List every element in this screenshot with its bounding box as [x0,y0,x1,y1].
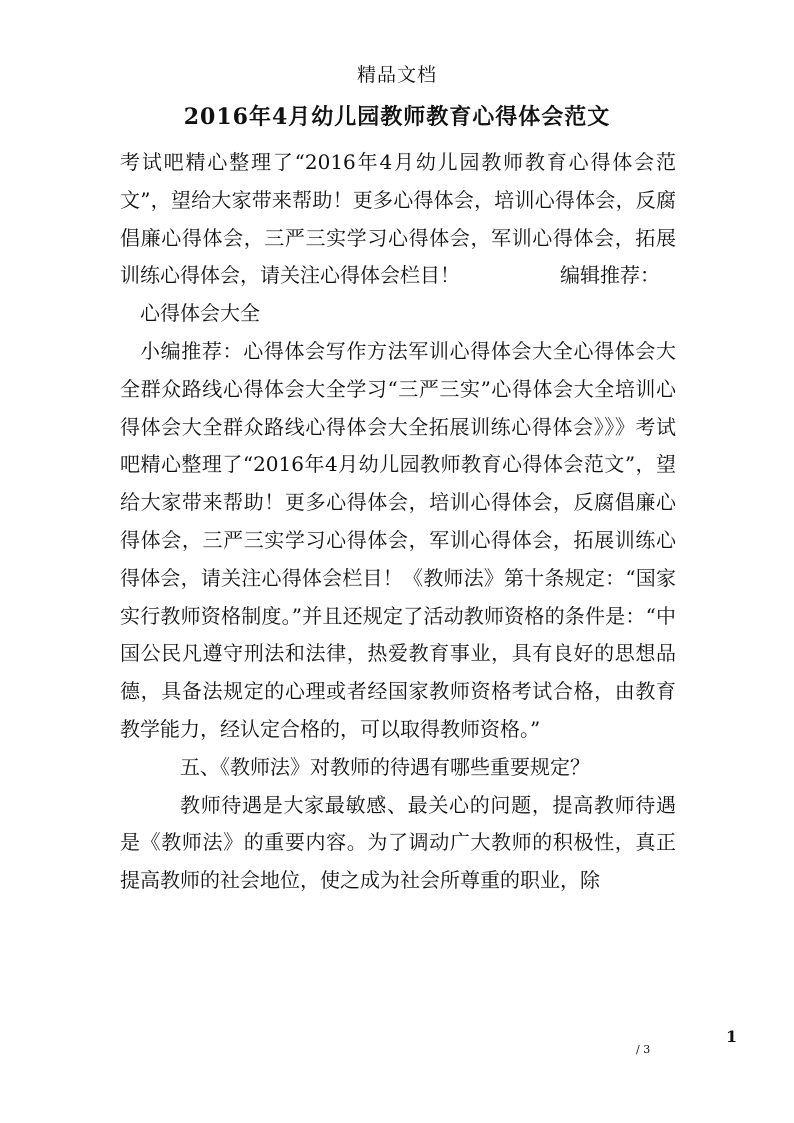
page-number: 1 [726,1027,738,1046]
paragraph-section-heading: 五、《教师法》对教师的待遇有哪些重要规定？ [180,754,590,779]
paragraph-intro: 考试吧精心整理了“2016年4月幼儿园教师教育心得体会范文”，望给大家带来帮助！更多心得体会，培训心得体会，反腐倡廉心得体会，三严三实学习心得体会，军训心得体会，拓展训练心得体会，请关注心得体会栏目！ 编辑推荐： [120,150,676,288]
paragraph-recommend-link: 心得体会大全 [140,301,260,326]
paragraph-treatment: 教师待遇是大家最敏感、最关心的问题，提高教师待遇是《教师法》的重要内容。为了调动广大教师的积极性，真正提高教师的社会地位，使之成为社会所尊重的职业，除 [120,792,676,893]
document-title: 2016年4月幼儿园教师教育心得体会范文 [183,104,611,130]
page-total: / 3 [636,1043,651,1056]
header-mark: 精品文档 [356,64,437,86]
document-body [120,144,676,900]
paragraph-main: 小编推荐：心得体会写作方法军训心得体会大全心得体会大全群众路线心得体会大全学习“三严三实”心得体会大全培训心得体会大全群众路线心得体会大全拓展训练心得体会》》》考试吧精心整理了“2016年4月幼儿园教师教育心得体会范文”，望给大家带来帮助！更多心得体会，培训心得体会，反腐倡廉心得体会，三严三实学习心得体会，军训心得体会，拓展训练心得体会，请关注心得体会栏目！《教师法》第十条规定：“国家实行教师资格制度。”并且还规定了活动教师资格的条件是：“中国公民凡遵守刑法和法律，热爱教育事业，具有良好的思想品德，具备法规定的心理或者经国家教师资格考试合格，由教育教学能力，经认定合格的，可以取得教师资格。” [120,338,676,741]
